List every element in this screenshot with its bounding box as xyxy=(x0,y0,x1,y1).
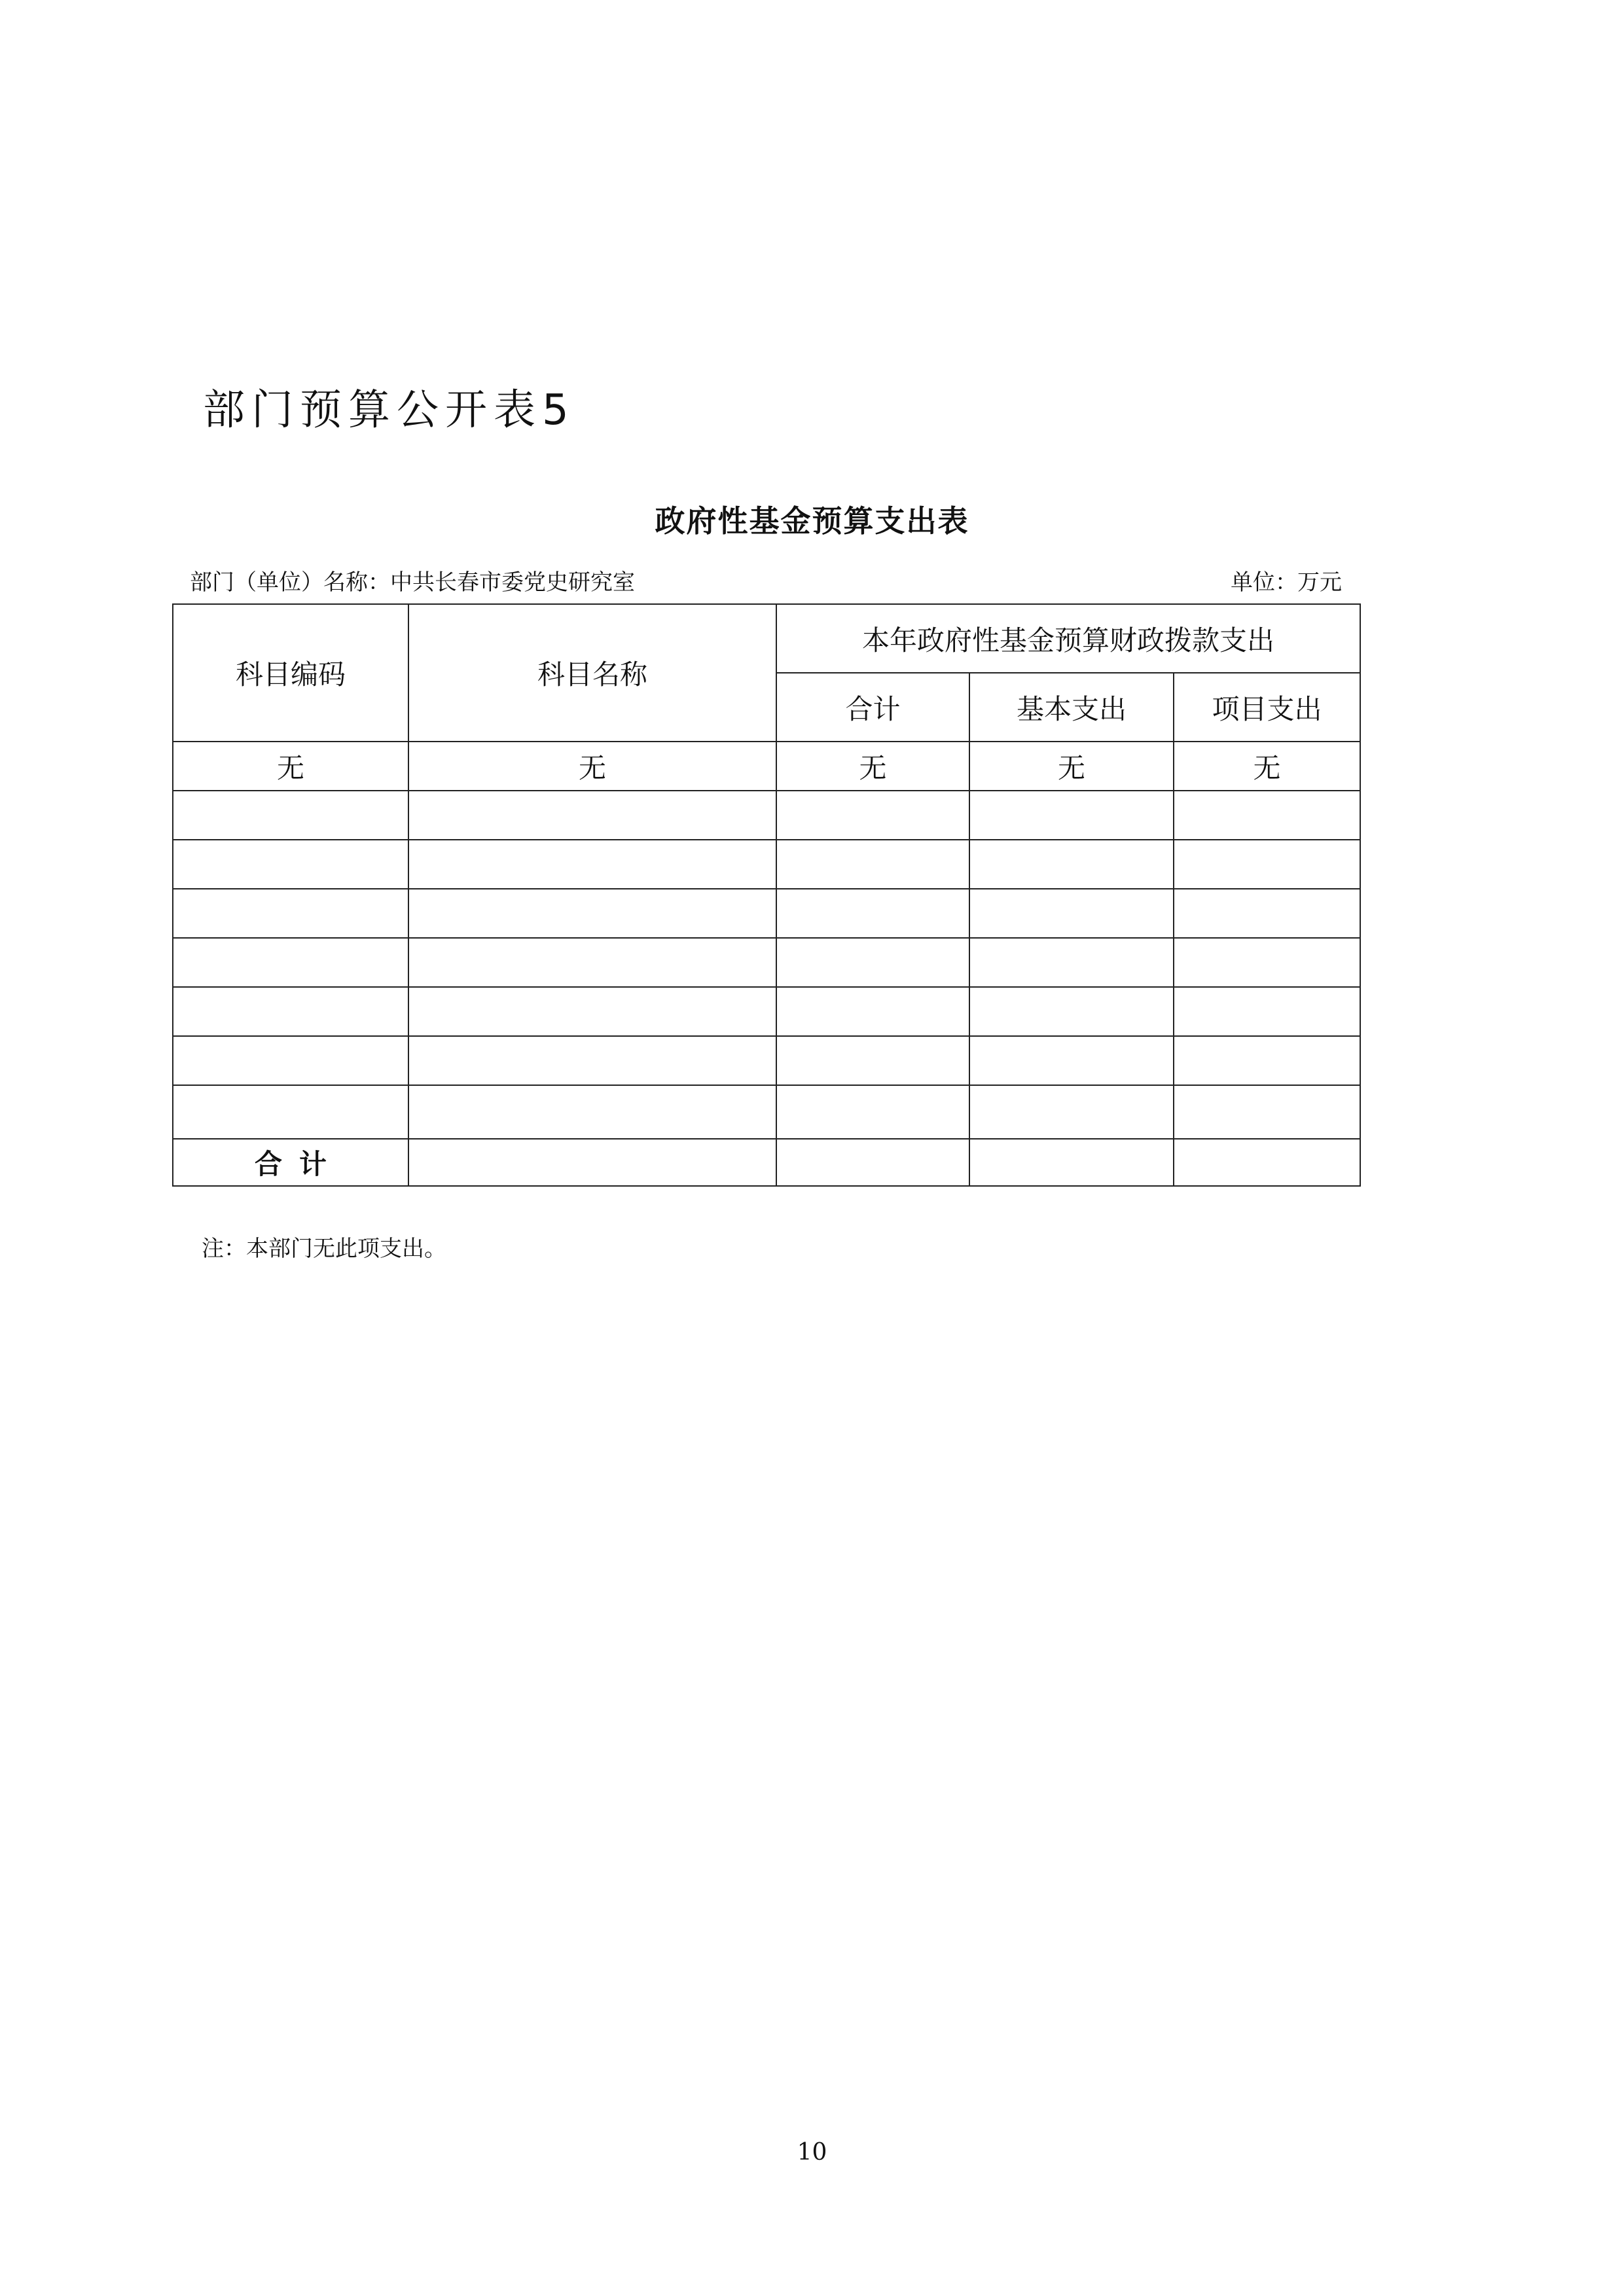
table-cell xyxy=(776,987,969,1036)
page-number: 10 xyxy=(797,2139,827,2166)
unit-label: 单位：万元 xyxy=(1231,569,1342,596)
table-cell xyxy=(408,1036,776,1085)
total-cell xyxy=(1174,1139,1360,1186)
table-cell xyxy=(776,840,969,889)
table-header-row xyxy=(173,604,1360,673)
table-cell xyxy=(173,1085,408,1139)
department-name-label: 部门（单位）名称：中共长春市委党史研究室 xyxy=(190,569,635,596)
table-cell xyxy=(776,889,969,938)
table-title: 政府性基金预算支出表 xyxy=(655,503,969,539)
table-cell xyxy=(1174,840,1360,889)
table-cell xyxy=(408,791,776,840)
table-cell xyxy=(776,1085,969,1139)
table-cell xyxy=(969,1036,1174,1085)
table-cell xyxy=(408,840,776,889)
table-cell xyxy=(969,889,1174,938)
table-cell: 无 xyxy=(776,742,969,791)
table-cell xyxy=(969,987,1174,1036)
header-subject-code: 科目编码 xyxy=(173,604,408,742)
table-cell: 无 xyxy=(969,742,1174,791)
document-heading: 部门预算公开表5 xyxy=(203,386,575,435)
table-cell xyxy=(1174,938,1360,987)
table-row xyxy=(173,889,1360,938)
table-cell xyxy=(1174,987,1360,1036)
table-cell xyxy=(1174,1036,1360,1085)
table-cell xyxy=(969,1085,1174,1139)
table-note: 注：本部门无此项支出。 xyxy=(202,1236,446,1262)
header-basic-expenditure: 基本支出 xyxy=(969,673,1174,742)
fund-budget-table xyxy=(172,603,1361,1187)
table-cell xyxy=(173,840,408,889)
table-cell xyxy=(408,889,776,938)
table-cell xyxy=(408,938,776,987)
table-cell: 无 xyxy=(173,742,408,791)
table-cell xyxy=(969,938,1174,987)
table-row xyxy=(173,742,1360,791)
table-total-row xyxy=(173,1139,1360,1186)
header-project-expenditure: 项目支出 xyxy=(1174,673,1360,742)
table-cell xyxy=(1174,1085,1360,1139)
total-cell xyxy=(969,1139,1174,1186)
table-cell xyxy=(1174,889,1360,938)
table-cell xyxy=(1174,791,1360,840)
table-cell: 无 xyxy=(1174,742,1360,791)
table-row xyxy=(173,1085,1360,1139)
table-cell xyxy=(173,938,408,987)
table-row xyxy=(173,938,1360,987)
table-cell xyxy=(173,791,408,840)
table-cell xyxy=(776,791,969,840)
table-row xyxy=(173,987,1360,1036)
table-cell xyxy=(173,889,408,938)
header-subject-name: 科目名称 xyxy=(408,604,776,742)
table-cell xyxy=(969,840,1174,889)
table-cell xyxy=(776,1036,969,1085)
table-cell xyxy=(776,938,969,987)
total-cell xyxy=(776,1139,969,1186)
table-cell: 无 xyxy=(408,742,776,791)
table-cell xyxy=(408,1085,776,1139)
table-cell xyxy=(969,791,1174,840)
header-total: 合计 xyxy=(776,673,969,742)
total-label: 合计 xyxy=(173,1139,408,1186)
table-row xyxy=(173,840,1360,889)
table-cell xyxy=(173,987,408,1036)
header-appropriation-group: 本年政府性基金预算财政拨款支出 xyxy=(776,604,1360,673)
table-cell xyxy=(173,1036,408,1085)
table-cell xyxy=(408,987,776,1036)
total-cell xyxy=(408,1139,776,1186)
table-row xyxy=(173,791,1360,840)
table-row xyxy=(173,1036,1360,1085)
